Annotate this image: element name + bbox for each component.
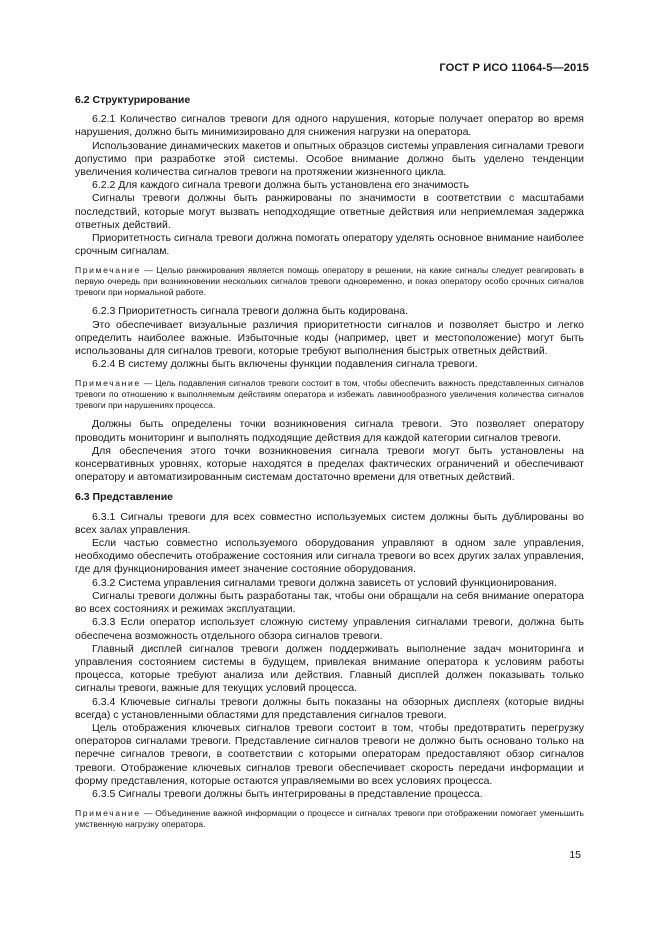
paragraph: Для обеспечения этого точки возникновения сигнала тревоги могут быть установлены на консервативных уровнях, которые находятся в пределах фактических ограничений и обеспечивают оператору и автоматизированным системам достаточно времени для ответных действий. — [75, 444, 584, 484]
note-label: Примечание — [75, 378, 141, 389]
note — [75, 378, 584, 411]
note-text: — Цель подавления сигналов тревоги состоит в том, чтобы обеспечить важность представленных сигналов тревоги по отношению к выполняемым действиям оператора и избежать лавинообразного увеличения количества сигналов тревоги при нарушениях процесса. — [75, 378, 584, 411]
paragraph: 6.2.4 В систему должны быть включены функции подавления сигнала тревоги. — [92, 358, 478, 371]
paragraph: Главный дисплей сигналов тревоги должен поддерживать выполнение задач мониторинга и управления состоянием системы в будущем, привлекая внимание оператора к условиям работы процесса, которые требуют анализа или действия. Главный дисплей должен показывать только сигналы тревоги, важные для текущих условий процесса. — [75, 642, 584, 695]
document-header: ГОСТ Р ИСО 11064-5—2015 — [439, 62, 589, 74]
paragraph: Использование динамических макетов и опытных образцов системы управления сигналами тревоги допустимо при разработке этой системы. Особое внимание должно быть уделено тенденции увеличения количества сигналов тревоги на протяжении жизненного цикла. — [75, 139, 584, 179]
section-6-3-heading: 6.3 Представление — [75, 491, 173, 504]
paragraph: Приоритетность сигнала тревоги должна помогать оператору уделять основное внимание наиболее срочным сигналам. — [75, 232, 584, 258]
paragraph: Сигналы тревоги должны быть ранжированы по значимости в соответствии с масштабами последствий, которые могут вызвать неподходящие ответные действия или неприемлемая задержка ответных действий. — [75, 192, 584, 231]
paragraph: Это обеспечивает визуальные различия приоритетности сигналов и позволяет быстро и легко определить наиболее важные. Избыточные коды (например, цвет и местоположение) могут быть использованы для сигналов тревоги, которые требуют выполнения быстрых ответных действий. — [75, 318, 584, 358]
document-body — [75, 94, 584, 837]
section-6-2-heading: 6.2 Структурирование — [75, 94, 191, 106]
paragraph: Сигналы тревоги должны быть разработаны так, чтобы они обращали на себя внимание оператора во всех состояниях и режимах эксплуатации. — [75, 589, 584, 616]
note — [75, 265, 584, 298]
paragraph: 6.3.4 Ключевые сигналы тревоги должны быть показаны на обзорных дисплеях (которые видны всегда) с установленными областями для представления сигналов тревоги. — [75, 695, 584, 721]
paragraph: 6.3.5 Сигналы тревоги должны быть интегрированы в представление процесса. — [92, 787, 483, 800]
paragraph: Должны быть определены точки возникновения сигнала тревоги. Это позволяет оператору проводить мониторинг и выполнять подходящие действия для каждой категории сигналов тревоги. — [75, 418, 584, 444]
note-text: — Целью ранжирования является помощь оператору в решении, на какие сигналы следует реагировать в первую очередь при возникновении нескольких сигналов тревоги одновременно, и показ оператору особо срочных сигналов тревоги при нормальной работе. — [75, 265, 584, 298]
paragraph: 6.2.3 Приоритетность сигнала тревоги должна быть кодирована. — [92, 305, 409, 318]
paragraph: 6.3.1 Сигналы тревоги для всех совместно используемых систем должны быть дублированы во всех залах управления. — [75, 510, 584, 536]
paragraph: Если частью совместно используемого оборудования управляют в одном зале управления, необходимо обеспечить отображение состояния или сигнала тревоги во всех других залах управления, где для функционирования имеет значение состояние оборудования. — [75, 537, 584, 576]
paragraph: 6.3.3 Если оператор использует сложную систему управления сигналами тревоги, должна быть обеспечена возможность отдельного обзора сигналов тревоги. — [75, 616, 584, 642]
note — [75, 808, 584, 830]
note-text: — Объединение важной информации о процессе и сигналах тревоги при отображении помогает уменьшить умственную нагрузку оператора. — [75, 808, 584, 830]
paragraph: 6.2.2 Для каждого сигнала тревоги должна быть установлена его значимость — [92, 179, 469, 192]
paragraph: 6.3.2 Система управления сигналами тревоги должна зависеть от условий функционирования. — [92, 576, 557, 589]
paragraph: 6.2.1 Количество сигналов тревоги для одного нарушения, которые получает оператор во время нарушения, должно быть минимизировано для снижения нагрузки на оператора. — [75, 113, 584, 139]
page-number: 15 — [569, 849, 581, 861]
note-label: Примечание — [75, 808, 141, 819]
note-label: Примечание — [75, 265, 141, 276]
paragraph: Цель отображения ключевых сигналов тревоги состоит в том, чтобы предотвратить перегрузку операторов сигналами тревоги. Представление сигналов тревоги не должно быть основано только на перечне сигналов тревоги, в соответствии с которыми операторам предоставляют обзор сигналов тревоги. Отображение ключевых сигналов тревоги обеспечивает скорость передачи информации и форму представления, которые остаются управляемыми во всех условиях процесса. — [75, 721, 584, 787]
